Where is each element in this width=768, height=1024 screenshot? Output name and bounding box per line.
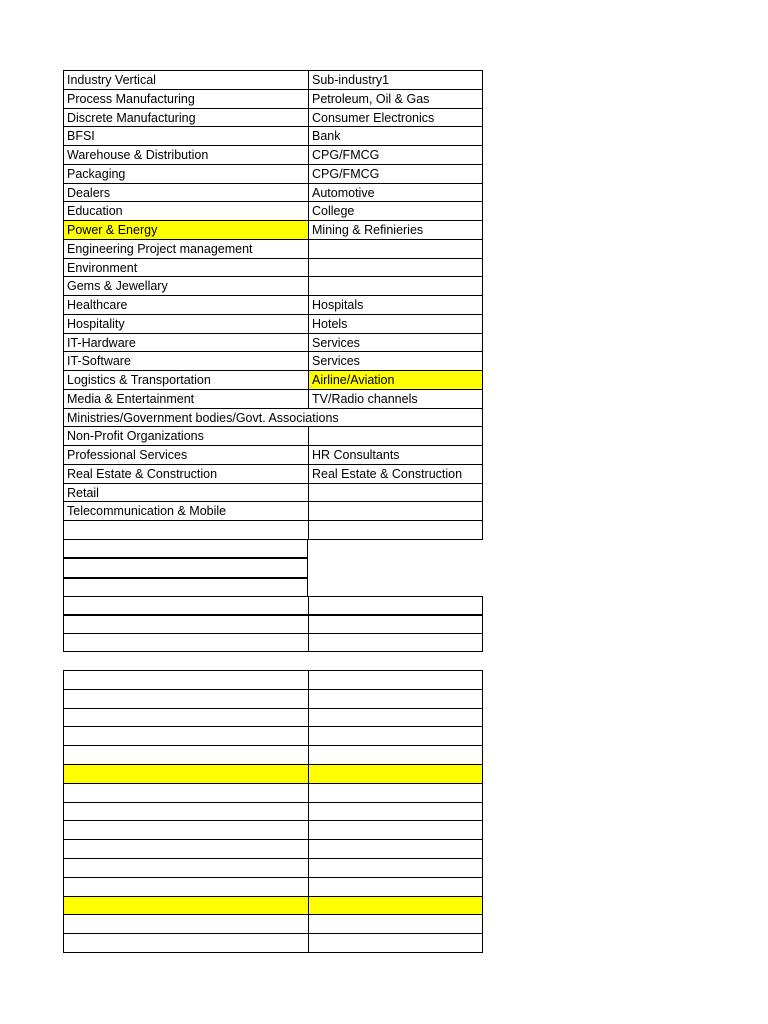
industry-cell[interactable]: BFSI [63, 126, 309, 146]
industry-cell[interactable]: Discrete Manufacturing [63, 108, 309, 128]
header-industry-vertical[interactable]: Industry Vertical [63, 70, 309, 90]
empty-cell[interactable] [308, 914, 483, 934]
sub-industry-cell[interactable] [308, 501, 483, 521]
empty-cell[interactable] [308, 726, 483, 746]
sub-industry-cell[interactable]: Services [308, 351, 483, 371]
empty-cell[interactable] [308, 839, 483, 859]
sub-industry-cell[interactable]: Petroleum, Oil & Gas [308, 89, 483, 109]
empty-cell[interactable] [63, 726, 309, 746]
empty-cell[interactable] [63, 933, 309, 953]
empty-cell[interactable] [63, 615, 309, 634]
empty-cell[interactable] [63, 914, 309, 934]
sub-industry-cell[interactable] [308, 239, 483, 259]
sub-industry-cell[interactable] [308, 483, 483, 503]
industry-cell[interactable]: Telecommunication & Mobile [63, 501, 309, 521]
empty-cell[interactable] [63, 670, 309, 690]
industry-cell[interactable]: Environment [63, 258, 309, 278]
sub-industry-cell[interactable]: Automotive [308, 183, 483, 203]
empty-cell[interactable] [63, 877, 309, 897]
empty-cell[interactable] [308, 764, 483, 784]
industry-cell[interactable]: Power & Energy [63, 220, 309, 240]
sub-industry-cell[interactable] [308, 408, 483, 428]
industry-cell[interactable]: IT-Hardware [63, 333, 309, 353]
empty-cell[interactable] [308, 877, 483, 897]
sub-industry-cell[interactable]: Bank [308, 126, 483, 146]
empty-cell[interactable] [63, 745, 309, 765]
sub-industry-cell[interactable]: Airline/Aviation [308, 370, 483, 390]
empty-cell[interactable] [63, 896, 309, 916]
sub-industry-cell[interactable]: Mining & Refinieries [308, 220, 483, 240]
empty-cell[interactable] [63, 839, 309, 859]
empty-cell[interactable] [308, 520, 483, 540]
empty-cell[interactable] [63, 802, 309, 822]
empty-cell[interactable] [308, 933, 483, 953]
industry-cell[interactable]: Retail [63, 483, 309, 503]
sub-industry-cell[interactable]: Real Estate & Construction [308, 464, 483, 484]
empty-cell[interactable] [308, 820, 483, 840]
empty-cell[interactable] [63, 858, 309, 878]
sub-industry-cell[interactable] [308, 426, 483, 446]
sub-industry-cell[interactable]: Consumer Electronics [308, 108, 483, 128]
empty-cell[interactable] [308, 670, 483, 690]
empty-cell[interactable] [63, 520, 309, 540]
sub-industry-cell[interactable]: HR Consultants [308, 445, 483, 465]
empty-cell[interactable] [63, 539, 308, 558]
empty-cell[interactable] [308, 783, 483, 803]
empty-cell[interactable] [308, 689, 483, 709]
sub-industry-cell[interactable]: College [308, 201, 483, 221]
empty-cell[interactable] [63, 708, 309, 728]
empty-cell[interactable] [308, 596, 483, 615]
industry-cell[interactable]: Warehouse & Distribution [63, 145, 309, 165]
industry-cell[interactable]: Hospitality [63, 314, 309, 334]
industry-cell[interactable]: Packaging [63, 164, 309, 184]
sub-industry-cell[interactable]: Hospitals [308, 295, 483, 315]
empty-cell[interactable] [63, 558, 308, 577]
sub-industry-cell[interactable]: Hotels [308, 314, 483, 334]
empty-cell[interactable] [308, 708, 483, 728]
empty-cell[interactable] [308, 896, 483, 916]
industry-cell[interactable]: Process Manufacturing [63, 89, 309, 109]
empty-cell[interactable] [308, 802, 483, 822]
sub-industry-cell[interactable] [308, 258, 483, 278]
industry-cell[interactable]: Logistics & Transportation [63, 370, 309, 390]
industry-cell[interactable]: Real Estate & Construction [63, 464, 309, 484]
empty-cell[interactable] [308, 615, 483, 634]
empty-cell[interactable] [63, 689, 309, 709]
empty-cell[interactable] [63, 820, 309, 840]
empty-cell[interactable] [63, 596, 309, 615]
sub-industry-cell[interactable]: Services [308, 333, 483, 353]
industry-cell[interactable]: Dealers [63, 183, 309, 203]
empty-cell[interactable] [308, 858, 483, 878]
sub-industry-cell[interactable] [308, 276, 483, 296]
industry-cell[interactable]: Gems & Jewellary [63, 276, 309, 296]
industry-cell[interactable]: IT-Software [63, 351, 309, 371]
empty-cell[interactable] [308, 633, 483, 652]
empty-cell[interactable] [63, 783, 309, 803]
industry-cell[interactable]: Non-Profit Organizations [63, 426, 309, 446]
sub-industry-cell[interactable]: CPG/FMCG [308, 145, 483, 165]
empty-cell[interactable] [63, 578, 308, 597]
industry-cell[interactable]: Education [63, 201, 309, 221]
industry-cell[interactable]: Ministries/Government bodies/Govt. Associations [63, 408, 309, 428]
empty-cell[interactable] [63, 633, 309, 652]
industry-cell[interactable]: Healthcare [63, 295, 309, 315]
industry-cell[interactable]: Media & Entertainment [63, 389, 309, 409]
sub-industry-cell[interactable]: CPG/FMCG [308, 164, 483, 184]
header-sub-industry[interactable]: Sub-industry1 [308, 70, 483, 90]
sub-industry-cell[interactable]: TV/Radio channels [308, 389, 483, 409]
empty-cell[interactable] [63, 764, 309, 784]
industry-cell[interactable]: Engineering Project management [63, 239, 309, 259]
industry-cell[interactable]: Professional Services [63, 445, 309, 465]
empty-cell[interactable] [308, 745, 483, 765]
